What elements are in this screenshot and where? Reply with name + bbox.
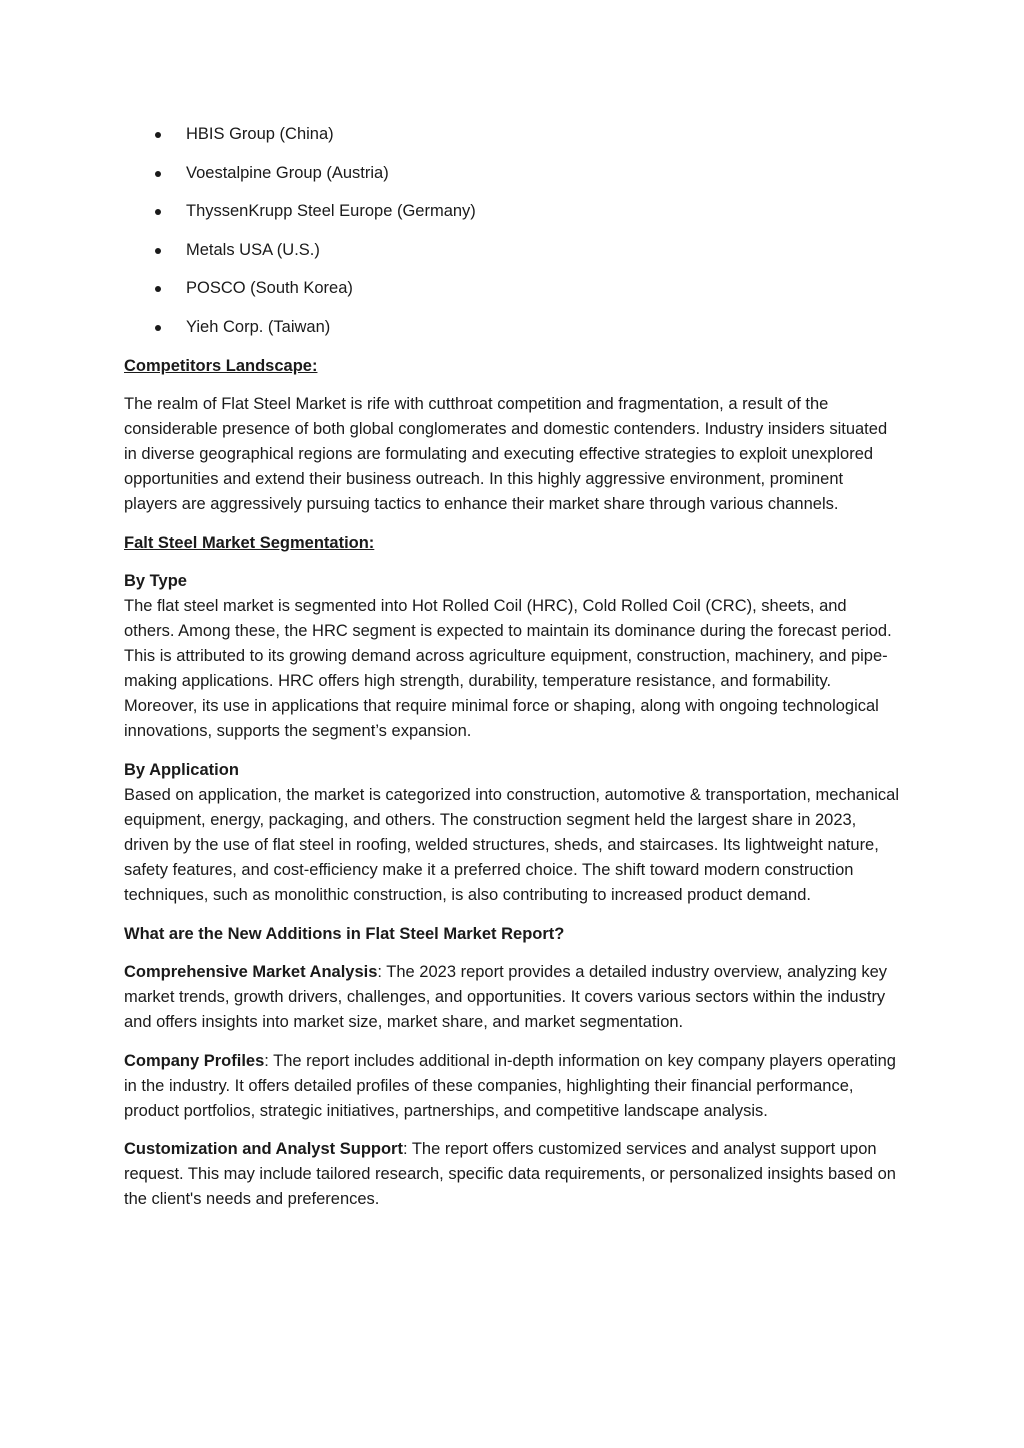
addition-item-company-profiles	[124, 1049, 900, 1124]
addition-lead: Company Profiles	[124, 1051, 265, 1070]
addition-item-customization	[124, 1137, 900, 1212]
company-name: Yieh Corp. (Taiwan)	[186, 317, 331, 336]
competitors-paragraph: The realm of Flat Steel Market is rife with cutthroat competition and fragmentation, a result of the considerable presence of both global conglomerates and domestic contenders. Industry insiders situated in diverse geographical regions are formulating and executing effective strategies to exploit unexplored opportunities and extend their business outreach. In this highly aggressive environment, prominent players are aggressively pursuing tactics to enhance their market share through various channels.	[124, 395, 888, 514]
bullet-icon	[155, 286, 161, 292]
bullet-icon	[155, 171, 161, 177]
company-name: ThyssenKrupp Steel Europe (Germany)	[186, 202, 476, 221]
company-name: Voestalpine Group (Austria)	[186, 163, 389, 182]
new-additions-heading: What are the New Additions in Flat Steel Market Report?	[124, 924, 565, 943]
company-list	[124, 122, 900, 340]
list-item	[124, 276, 900, 301]
bullet-icon	[155, 248, 161, 254]
list-item	[124, 199, 900, 224]
by-application-paragraph: Based on application, the market is categorized into construction, automotive & transportation, mechanical equipment, energy, packaging, and others. The construction segment held the largest share in 2023, driven by the use of flat steel in roofing, welded structures, sheds, and staircases. Its lightweight nature, safety features, and cost-efficiency make it a preferred choice. The shift toward modern construction techniques, such as monolithic construction, is also contributing to increased product demand.	[124, 785, 900, 904]
list-item	[124, 161, 900, 186]
bullet-icon	[155, 209, 161, 215]
list-item	[124, 315, 900, 340]
addition-lead: Customization and Analyst Support	[124, 1140, 403, 1159]
addition-text: : The 2023 report provides a detailed industry overview, analyzing key market trends, growth drivers, challenges, and opportunities. It covers various sectors within the industry and offers insights into market size, market share, and market segmentation.	[124, 963, 888, 1032]
bullet-icon	[155, 132, 161, 138]
company-name: HBIS Group (China)	[186, 125, 334, 143]
by-type-section	[124, 569, 900, 744]
addition-lead: Comprehensive Market Analysis	[124, 963, 378, 982]
by-application-section	[124, 758, 900, 908]
company-name: Metals USA (U.S.)	[186, 240, 320, 259]
list-item	[124, 238, 900, 263]
by-application-title: By Application	[124, 760, 239, 779]
bullet-icon	[155, 325, 161, 331]
addition-item-market-analysis	[124, 960, 900, 1035]
competitors-heading: Competitors Landscape:	[124, 356, 318, 375]
document-page	[124, 122, 900, 1226]
list-item	[124, 122, 900, 147]
company-name: POSCO (South Korea)	[186, 279, 353, 298]
by-type-title: By Type	[124, 572, 187, 591]
by-type-paragraph: The flat steel market is segmented into Hot Rolled Coil (HRC), Cold Rolled Coil (CRC), sheets, and others. Among these, the HRC segment is expected to maintain its dominance during the forecast period. This is attributed to its growing demand across agriculture equipment, construction, machinery, and pipe-making applications. HRC offers high strength, durability, temperature resistance, and formability. Moreover, its use in applications that require minimal force or shaping, along with ongoing technological innovations, supports the segment’s expansion.	[124, 597, 892, 741]
addition-text: : The report offers customized services and analyst support upon request. This may include tailored research, specific data requirements, or personalized insights based on the client's needs and preferences.	[124, 1140, 896, 1209]
addition-text: : The report includes additional in-depth information on key company players operating in the industry. It offers detailed profiles of these companies, highlighting their financial performance, product portfolios, strategic initiatives, partnerships, and competitive landscape analysis.	[124, 1051, 896, 1120]
segmentation-heading: Falt Steel Market Segmentation:	[124, 533, 375, 552]
